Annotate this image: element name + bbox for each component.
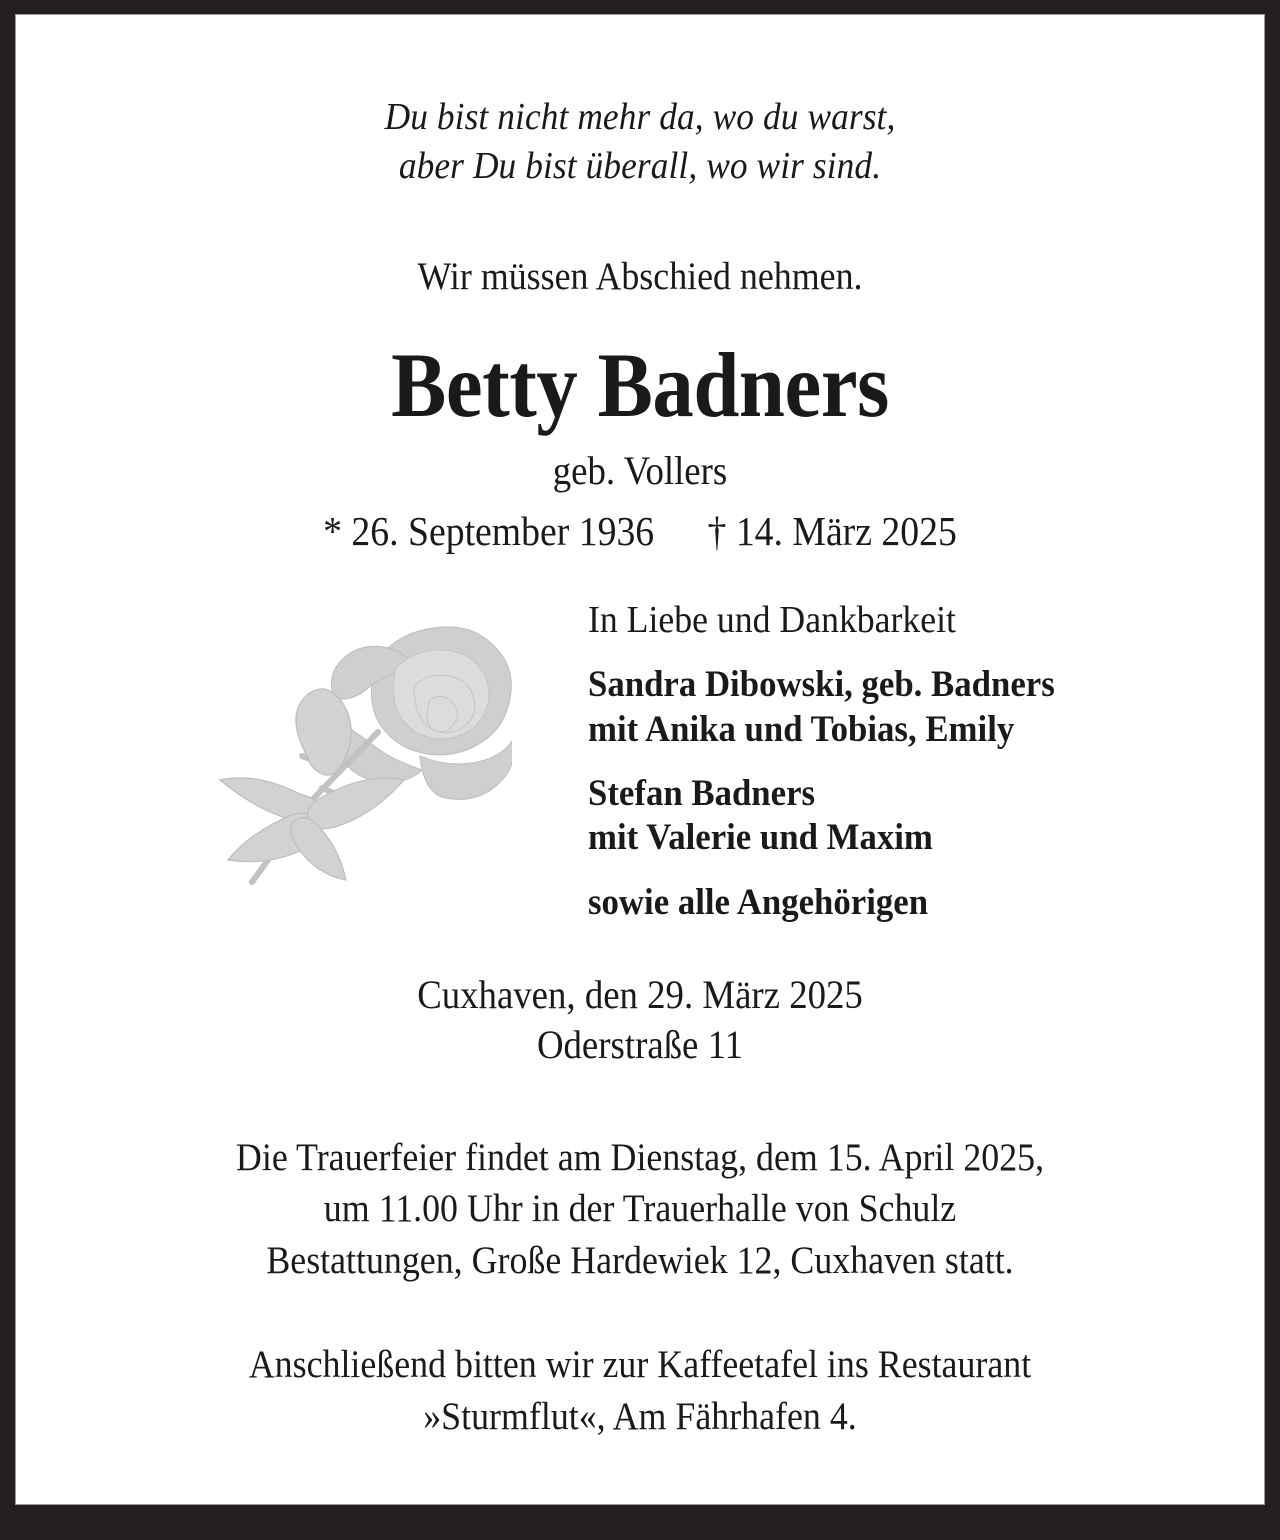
service-details bbox=[88, 1070, 1192, 1288]
tribute-lead: In Liebe und Dankbarkeit bbox=[588, 598, 956, 641]
family-line: Stefan Badners bbox=[588, 772, 816, 814]
family-line: mit Anika und Tobias, Emily bbox=[588, 708, 1015, 750]
death-date: † 14. März 2025 bbox=[707, 508, 957, 555]
memorial-verse-line-1: Du bist nicht mehr da, wo du warst, bbox=[384, 96, 896, 138]
farewell-intro: Wir müssen Abschied nehmen. bbox=[417, 254, 863, 298]
life-dates bbox=[88, 494, 1192, 555]
family-line: Sandra Dibowski, geb. Badners bbox=[588, 664, 1055, 706]
place-and-date bbox=[88, 918, 1192, 1070]
service-line: um 11.00 Uhr in der Trauerhalle von Schulz bbox=[323, 1187, 957, 1231]
memorial-verse-line-2: aber Du bist überall, wo wir sind. bbox=[398, 145, 882, 188]
deceased-maiden-name: geb. Vollers bbox=[552, 448, 728, 494]
service-line: Die Trauerfeier findet am Dienstag, dem 15. April 2025, bbox=[235, 1135, 1045, 1179]
family-line: sowie alle Angehörigen bbox=[588, 881, 929, 923]
family-line: mit Valerie und Maxim bbox=[588, 817, 933, 859]
birth-date: * 26. September 1936 bbox=[323, 508, 655, 555]
family-group bbox=[588, 663, 1208, 752]
obituary-sheet bbox=[15, 14, 1265, 1505]
family-group bbox=[588, 772, 1208, 861]
reception-line: Anschließend bitten wir zur Kaffeetafel ins Restaurant bbox=[248, 1343, 1032, 1387]
place-date-street: Oderstraße 11 bbox=[536, 1021, 744, 1067]
place-date-city: Cuxhaven, den 29. März 2025 bbox=[417, 971, 863, 1017]
memorial-verse bbox=[82, 15, 1198, 192]
family-block bbox=[588, 598, 1248, 926]
tribute-section bbox=[40, 598, 1240, 923]
reception-line: »Sturmflut«, Am Fährhafen 4. bbox=[423, 1394, 857, 1438]
rose-icon bbox=[182, 606, 512, 918]
obituary-content bbox=[16, 15, 1264, 1504]
reception-details bbox=[88, 1287, 1192, 1443]
deceased-name: Betty Badners bbox=[391, 333, 889, 436]
service-line: Bestattungen, Große Hardewiek 12, Cuxhaven statt. bbox=[266, 1239, 1014, 1283]
